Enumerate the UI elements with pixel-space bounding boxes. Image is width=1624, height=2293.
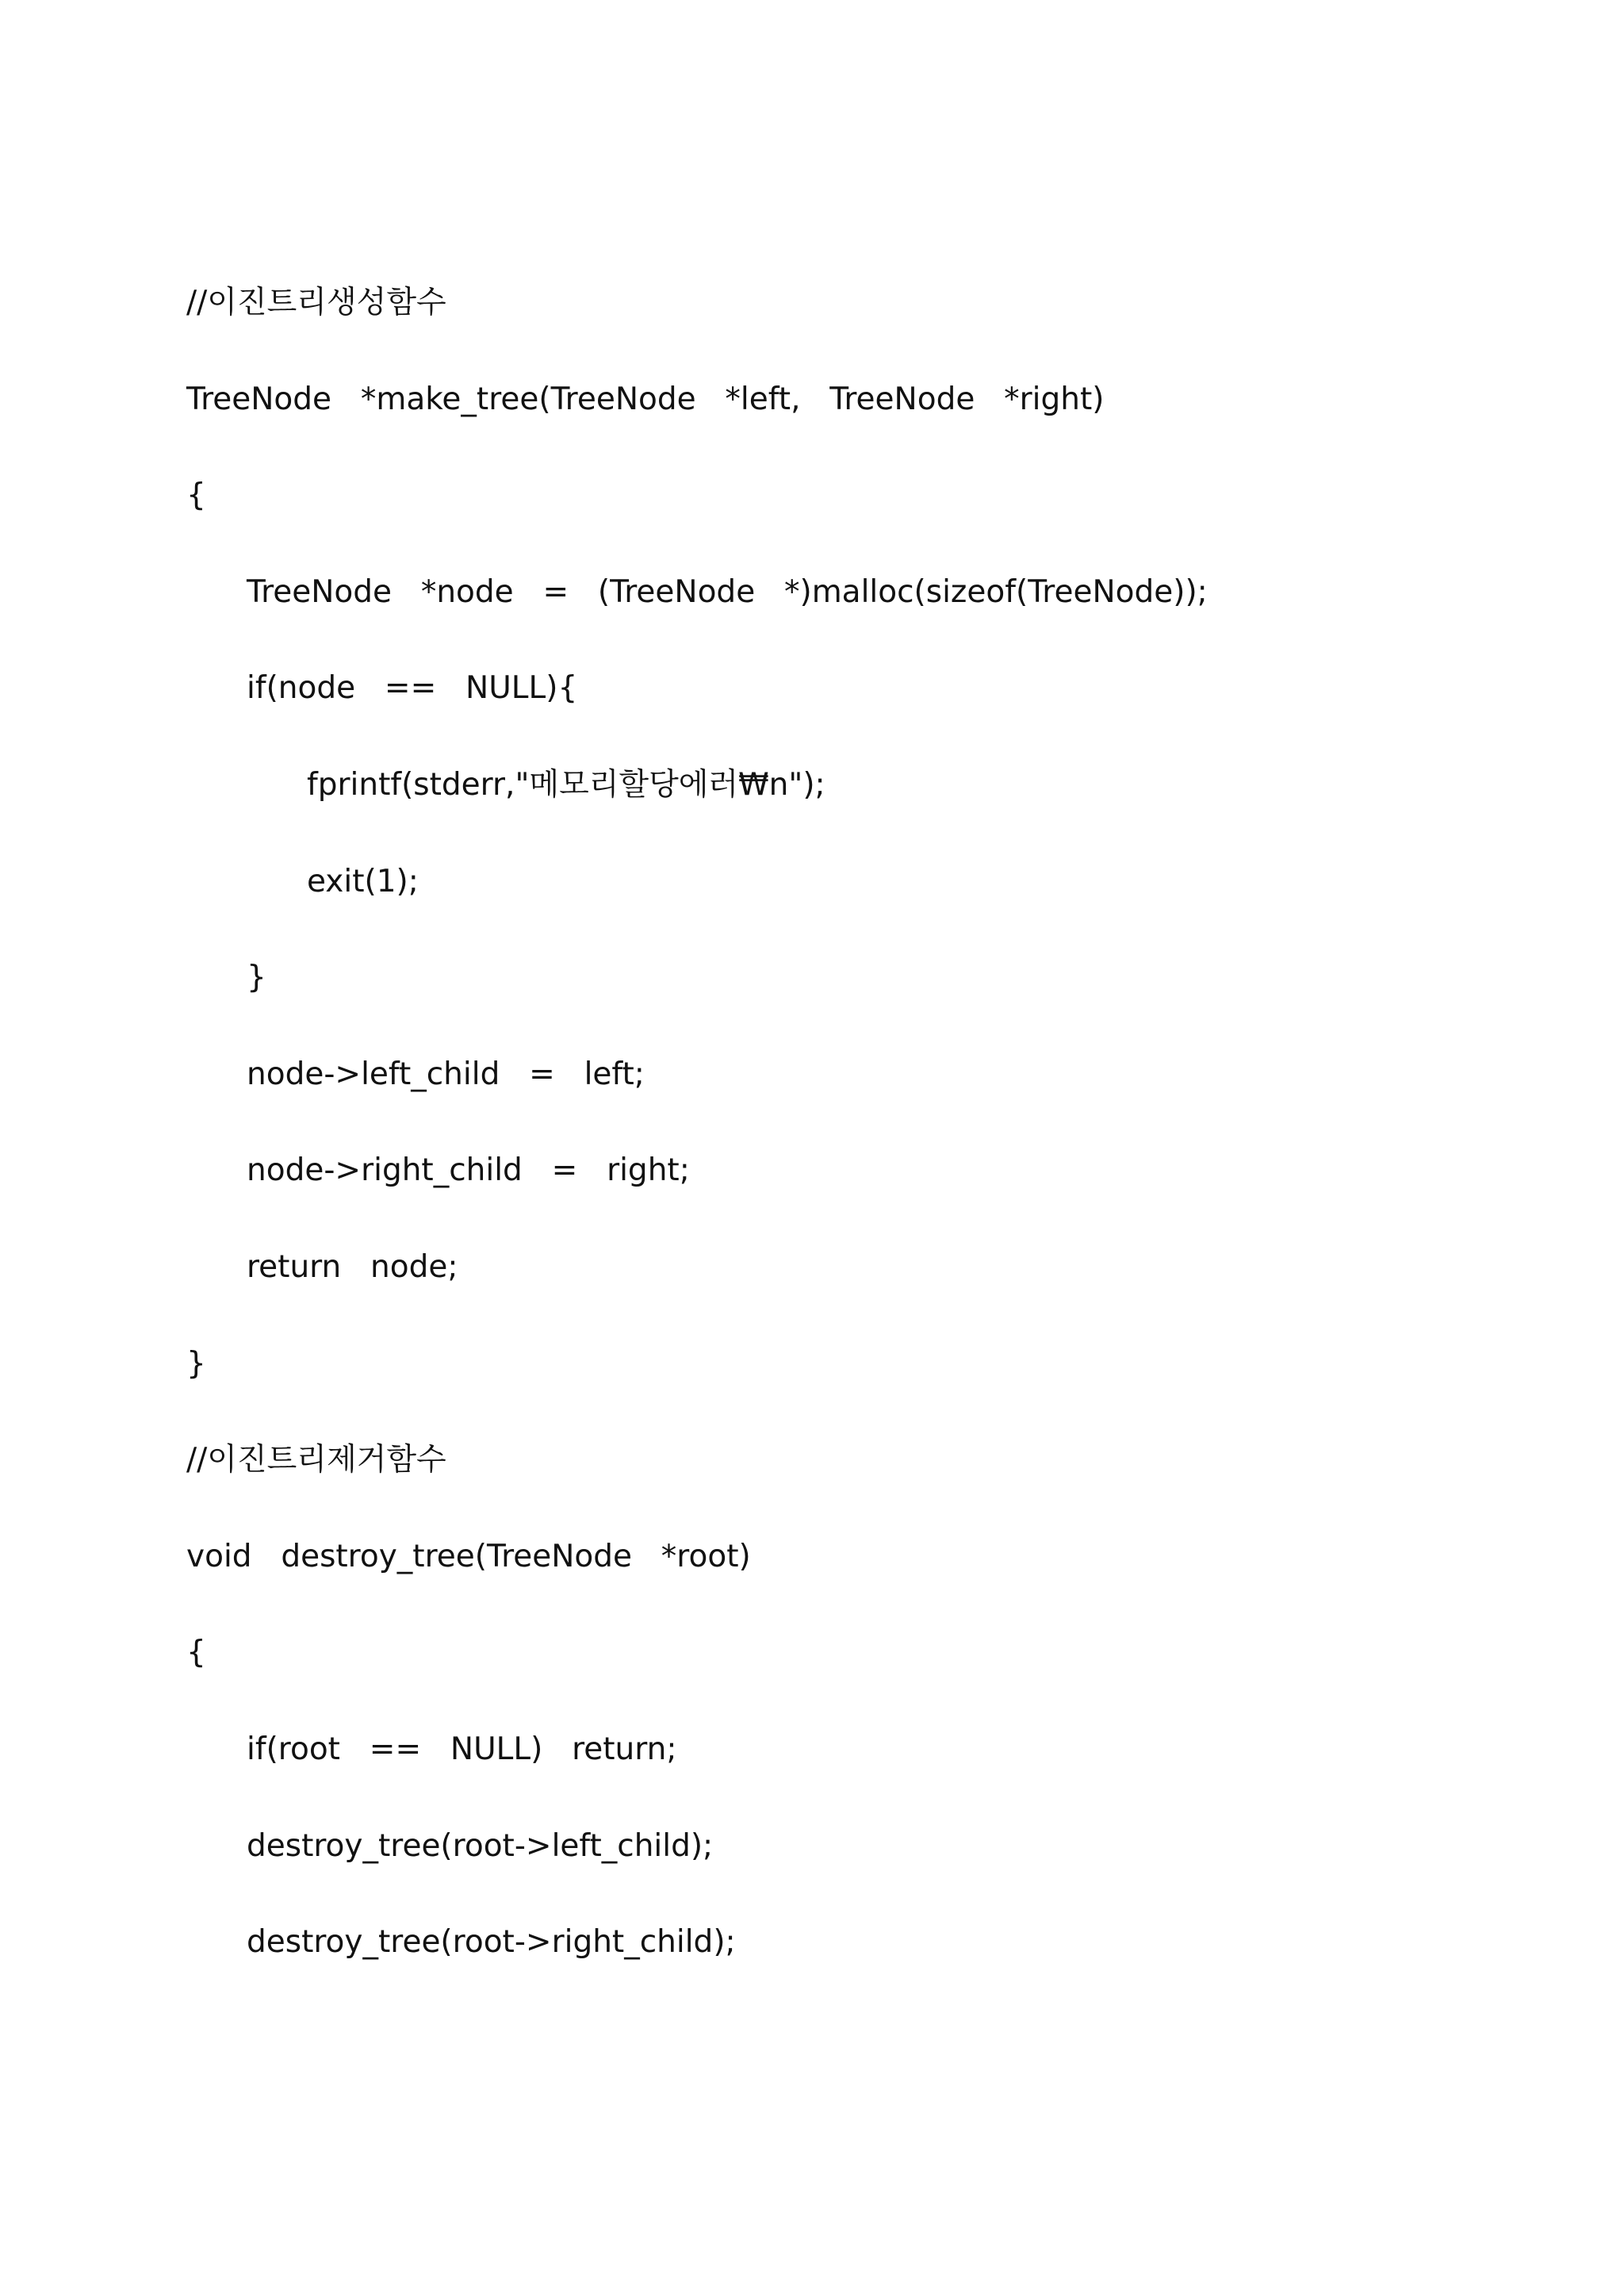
code-line: } xyxy=(247,960,266,996)
code-block xyxy=(186,279,1534,2015)
code-line: { xyxy=(186,1635,206,1671)
code-line: if(root == NULL) return; xyxy=(247,1731,677,1767)
code-line: exit(1); xyxy=(307,863,419,899)
comment-line: //이진트리제거함수 xyxy=(186,1442,446,1478)
code-line: return node; xyxy=(247,1248,458,1285)
code-line: destroy_tree(root->left_child); xyxy=(247,1827,714,1864)
code-line: fprintf(stderr,"메모리할당에러₩n"); xyxy=(307,766,825,803)
code-line: node->left_child = left; xyxy=(247,1056,645,1092)
code-line: { xyxy=(186,477,206,514)
code-line: void destroy_tree(TreeNode *root) xyxy=(186,1538,751,1574)
code-line: TreeNode *make_tree(TreeNode *left, TreeNode *right) xyxy=(186,381,1105,417)
code-line: node->right_child = right; xyxy=(247,1152,690,1189)
code-line: if(node == NULL){ xyxy=(247,670,578,707)
comment-line: //이진트리생성함수 xyxy=(186,285,446,320)
code-line: } xyxy=(186,1345,206,1382)
code-line: destroy_tree(root->right_child); xyxy=(247,1924,736,1961)
code-line: TreeNode *node = (TreeNode *)malloc(sizeof(TreeNode)); xyxy=(247,573,1208,610)
